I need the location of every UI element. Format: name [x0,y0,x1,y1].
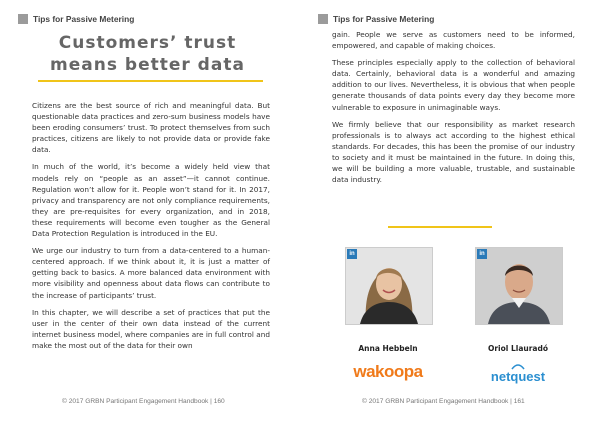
right-page-header [318,14,434,24]
author-name: Anna Hebbeln [358,344,418,353]
left-body-text [32,100,270,357]
author-card-oriol [475,247,561,384]
wakoopa-logo: wakoopa [353,362,423,381]
paragraph: We urge our industry to turn from a data-centered to a human-centered approach. If we think about it, it is just a matter of getting back to basics. A more balanced data environment with more visibility and openness about data flows can contribute to the increase of participants’ trust. [32,246,270,300]
paragraph: We firmly believe that our responsibility as market research professionals is to always act according to the highest ethical standards. For decades, this has been the promise of our industry to society and it must be maintained in the future. In doing this, we will be building a more valuable, trustable, and sustainable data industry. [332,119,575,185]
portrait-man-icon [476,248,562,324]
author-photo [475,247,563,325]
author-photo [345,247,433,325]
paragraph: In this chapter, we will describe a set of practices that put the user in the center of their own data instead of the current internet business model, where companies are in full control and make the most out of the data for their own [32,307,270,350]
paragraph: These principles especially apply to the collection of behavioral data. Certainly, behavioral data is a wonderful and amazing addition to our lives. Nevertheless, it is obvious that when people generate thousands of data points every day they become more vulnerable to exposure in unimaginable ways. [332,58,575,112]
left-header-label: Tips for Passive Metering [33,14,135,24]
linkedin-icon[interactable]: in [347,249,357,259]
paragraph: Citizens are the best source of rich and meaningful data. But questionable data practices and zero-sum business models have been eroding consumers’ trust. To protect themselves from such practices, citizens are likely to not provide data or provide fake data. [32,101,270,155]
page-title [30,32,265,76]
netquest-wordmark: netquest [490,369,546,384]
paragraph: gain. People we serve as customers need to be informed, empowered, and capable of making choices. [332,30,575,51]
paragraph: In much of the world, it’s become a widely held view that models rely on “people as an asset”—it cannot continue. Regulation won’t allow for it. People won’t stand for it. In 2017, privacy and transparency are not only compliance requirements, they are pre-requisites for every organization, and in 2018, these requirements will become even tougher as the General Data Protection Regulation is introduced in the EU. [32,162,270,239]
title-line-1: Customers’ trust [58,33,237,53]
authors-divider [388,226,492,228]
header-square-icon [318,14,328,24]
netquest-logo [475,362,561,384]
left-page-header [18,14,134,24]
author-name: Oriol Llauradó [487,344,548,353]
right-footer: © 2017 GRBN Participant Engagement Handbook | 161 [362,398,525,405]
right-page [300,0,600,424]
left-footer: © 2017 GRBN Participant Engagement Handbook | 160 [62,398,225,405]
linkedin-icon[interactable]: in [477,249,487,259]
title-divider [38,80,263,82]
title-line-2: means better data [50,55,245,75]
right-body-text [332,29,575,191]
portrait-woman-icon [346,248,432,324]
header-square-icon [18,14,28,24]
right-header-label: Tips for Passive Metering [333,14,435,24]
author-card-anna [345,247,431,382]
